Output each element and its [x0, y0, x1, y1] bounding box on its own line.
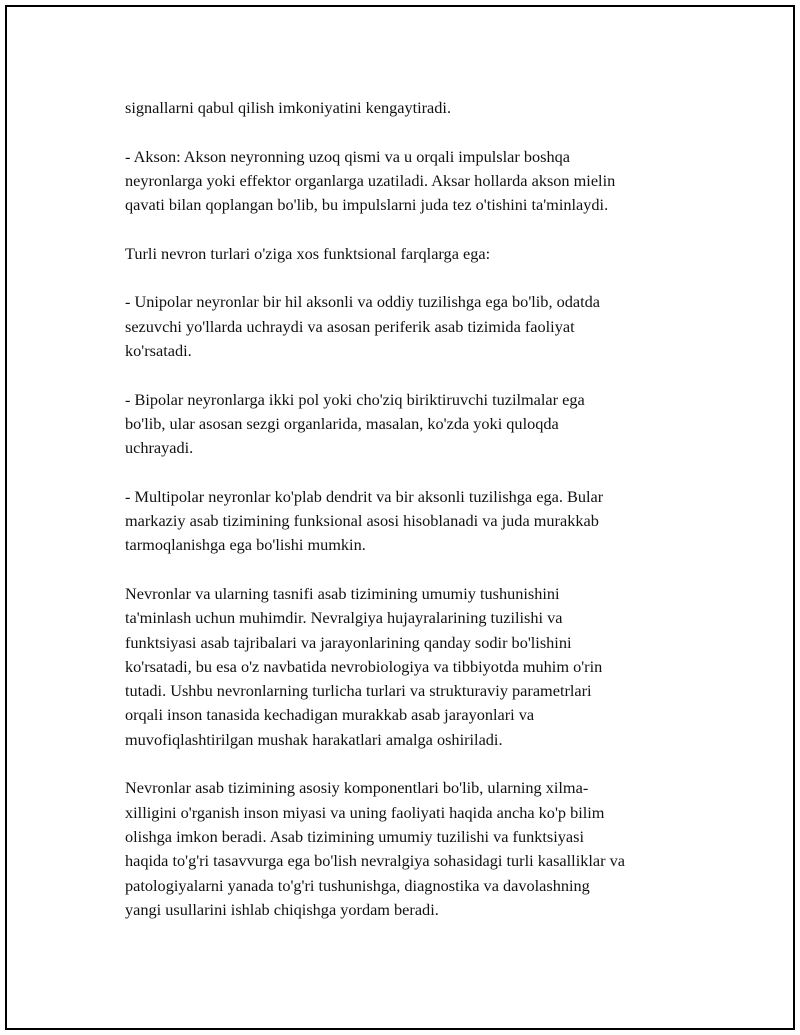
paragraph-multipolar: - Multipolar neyronlar ko'plab dendrit va bir aksonli tuzilishga ega. Bular markaziy asab tizimining funksional asosi hisoblanadi va juda murakkab tarmoqlanishga ega bo'lishi mumkin.: [125, 486, 604, 555]
paragraph-conclusion: Nevronlar asab tizimining asosiy komponentlari bo'lib, ularning xilma- xilligini o'rganish inson miyasi va uning faoliyati haqida ancha ko'p bilim olishga imkon beradi. Asab tizimining umumiy tuzilishi va funktsiyasi haqida to'g'ri tasavvurga ega bo'lish nevralgiya sohasidagi turli kasalliklar va patologiyalarni yanada to'g'ri tushunishga, diagnostika va davolashning yangi usullarini ishlab chiqishga yordam beradi.: [125, 778, 625, 919]
paragraph-bipolar: - Bipolar neyronlarga ikki pol yoki cho'ziq biriktiruvchi tuzilmalar ega bo'lib, ular asosan sezgi organlarida, masalan, ko'zda yoki quloqda uchrayadi.: [125, 389, 585, 458]
paragraph-unipolar: - Unipolar neyronlar bir hil aksonli va oddiy tuzilishga ega bo'lib, odatda sezuvchi yo'llarda uchraydi va asosan periferik asab tizimida faoliyat ko'rsatadi.: [125, 292, 600, 360]
paragraph-classification-importance: Nevronlar va ularning tasnifi asab tizimining umumiy tushunishini ta'minlash uchun muhimdir. Nevralgiya hujayralarining tuzilishi va funktsiyasi asab tajribalari va jarayonlarining qanday sodir bo'lishini ko'rsatadi, bu esa o'z navbatida nevrobiologiya va tibbiyotda muhim o'rin tutadi. Ushbu nevronlarning turlicha turlari va strukturaviy parametrlari orqali inson tanasida kechadigan murakkab asab jarayonlari va muvofiqlashtirilgan mushak harakatlari amalga oshiriladi.: [125, 583, 603, 749]
paragraph-akson: - Akson: Akson neyronning uzoq qismi va u orqali impulslar boshqa neyronlarga yoki effektor organlarga uzatiladi. Aksar hollarda akson mielin qavati bilan qoplangan bo'lib, bu impulslarni juda tez o'tishini ta'minlaydi.: [125, 146, 616, 215]
paragraph-neuron-types-intro: Turli nevron turlari o'ziga xos funktsional farqlarga ega:: [125, 243, 491, 263]
page-frame: [5, 5, 795, 1030]
paragraph-continuation: signallarni qabul qilish imkoniyatini kengaytiradi.: [125, 98, 452, 117]
document-body: [125, 96, 705, 946]
